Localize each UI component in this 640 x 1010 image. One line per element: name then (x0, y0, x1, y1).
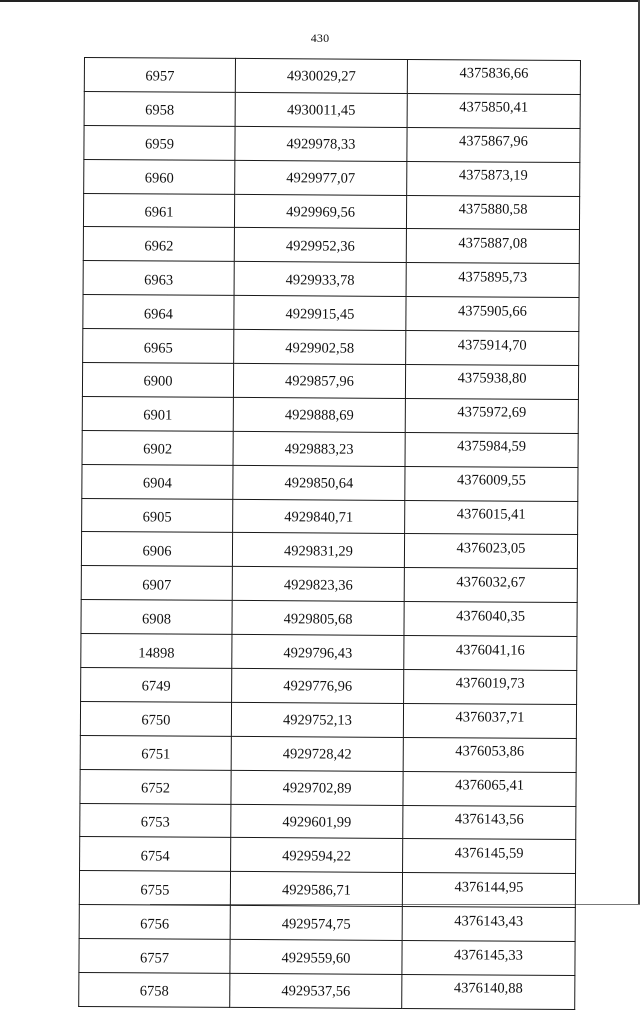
y-coordinate-cell: 4375836,66 (407, 59, 580, 94)
point-number-cell: 6960 (84, 159, 235, 194)
point-number-cell: 6757 (79, 939, 230, 974)
y-coordinate-cell: 4376145,33 (402, 941, 575, 976)
table-row (79, 939, 575, 976)
x-coordinate-cell: 4929969,56 (234, 194, 406, 229)
y-coordinate-cell: 4375867,96 (407, 127, 580, 162)
x-coordinate-cell: 4929796,43 (232, 635, 404, 670)
table-row (83, 329, 579, 366)
x-coordinate-cell: 4929857,96 (233, 363, 405, 398)
point-number-cell: 6901 (82, 396, 233, 431)
point-number-cell: 6958 (84, 91, 235, 126)
x-coordinate-cell: 4929933,78 (234, 262, 406, 297)
point-number-cell: 6957 (84, 58, 235, 93)
x-coordinate-cell: 4929902,58 (234, 330, 406, 365)
x-coordinate-cell: 4929888,69 (233, 397, 405, 432)
coordinates-table (78, 57, 581, 1010)
point-number-cell: 6959 (84, 125, 235, 160)
y-coordinate-cell: 4375972,69 (405, 398, 578, 433)
coordinates-table-body (79, 58, 581, 1010)
point-number-cell: 6908 (81, 600, 232, 635)
point-number-cell: 14898 (81, 634, 232, 669)
table-row (84, 159, 580, 196)
x-coordinate-cell: 4929702,89 (231, 770, 403, 805)
point-number-cell: 6904 (82, 464, 233, 499)
table-row (81, 634, 577, 671)
table-row (81, 668, 577, 705)
y-coordinate-cell: 4376019,73 (404, 669, 577, 704)
y-coordinate-cell: 4375887,08 (406, 229, 579, 264)
y-coordinate-cell: 4376032,67 (404, 568, 577, 603)
y-coordinate-cell: 4375938,80 (405, 364, 578, 399)
point-number-cell: 6964 (83, 295, 234, 330)
table-row (84, 58, 580, 95)
point-number-cell: 6962 (83, 227, 234, 262)
table-row (84, 125, 580, 162)
table-row (80, 769, 576, 806)
x-coordinate-cell: 4929915,45 (234, 296, 406, 331)
point-number-cell: 6900 (82, 363, 233, 398)
point-number-cell: 6906 (81, 532, 232, 567)
x-coordinate-cell: 4929850,64 (233, 465, 405, 500)
table-row (80, 837, 576, 874)
point-number-cell: 6963 (83, 261, 234, 296)
table-row (82, 363, 578, 400)
point-number-cell: 6753 (80, 803, 231, 838)
y-coordinate-cell: 4376140,88 (402, 975, 575, 1010)
table-row (83, 295, 579, 332)
table-row (79, 905, 575, 942)
table-row (79, 871, 575, 908)
x-coordinate-cell: 4929752,13 (231, 702, 403, 737)
x-coordinate-cell: 4930011,45 (235, 92, 407, 127)
table-row (83, 193, 579, 230)
table-row (83, 227, 579, 264)
point-number-cell: 6902 (82, 430, 233, 465)
point-number-cell: 6965 (83, 329, 234, 364)
x-coordinate-cell: 4929537,56 (230, 973, 402, 1008)
x-coordinate-cell: 4929728,42 (231, 736, 403, 771)
point-number-cell: 6756 (79, 905, 230, 940)
table-row (83, 261, 579, 298)
x-coordinate-cell: 4929574,75 (230, 906, 402, 941)
table-row (81, 566, 577, 603)
y-coordinate-cell: 4376009,55 (405, 466, 578, 501)
y-coordinate-cell: 4376037,71 (403, 703, 576, 738)
y-coordinate-cell: 4376065,41 (403, 771, 576, 806)
point-number-cell: 6754 (80, 837, 231, 872)
y-coordinate-cell: 4375914,70 (406, 331, 579, 366)
x-coordinate-cell: 4929594,22 (231, 838, 403, 873)
point-number-cell: 6755 (79, 871, 230, 906)
x-coordinate-cell: 4929840,71 (233, 499, 405, 534)
table-row (80, 803, 576, 840)
point-number-cell: 6905 (82, 498, 233, 533)
x-coordinate-cell: 4930029,27 (235, 58, 407, 93)
table-row (82, 396, 578, 433)
x-coordinate-cell: 4929776,96 (232, 668, 404, 703)
table-row (82, 464, 578, 501)
y-coordinate-cell: 4376040,35 (404, 602, 577, 637)
point-number-cell: 6749 (81, 668, 232, 703)
x-coordinate-cell: 4929978,33 (235, 126, 407, 161)
y-coordinate-cell: 4376145,59 (403, 839, 576, 874)
y-coordinate-cell: 4376023,05 (404, 534, 577, 569)
table-row (80, 701, 576, 738)
table-row (81, 532, 577, 569)
y-coordinate-cell: 4375880,58 (406, 195, 579, 230)
point-number-cell: 6750 (80, 701, 231, 736)
x-coordinate-cell: 4929952,36 (234, 228, 406, 263)
y-coordinate-cell: 4376015,41 (405, 500, 578, 535)
y-coordinate-cell: 4375850,41 (407, 93, 580, 128)
point-number-cell: 6752 (80, 769, 231, 804)
y-coordinate-cell: 4375895,73 (406, 263, 579, 298)
x-coordinate-cell: 4929805,68 (232, 601, 404, 636)
table-row (81, 600, 577, 637)
table-row (79, 973, 575, 1010)
y-coordinate-cell: 4375984,59 (405, 432, 578, 467)
x-coordinate-cell: 4929883,23 (233, 431, 405, 466)
point-number-cell: 6758 (79, 973, 230, 1008)
y-coordinate-cell: 4376053,86 (403, 737, 576, 772)
x-coordinate-cell: 4929586,71 (230, 872, 402, 907)
y-coordinate-cell: 4375873,19 (407, 161, 580, 196)
table-row (80, 735, 576, 772)
x-coordinate-cell: 4929559,60 (230, 940, 402, 975)
page-number: 430 (310, 31, 330, 45)
table-row (82, 498, 578, 535)
y-coordinate-cell: 4376143,56 (403, 805, 576, 840)
point-number-cell: 6907 (81, 566, 232, 601)
y-coordinate-cell: 4376041,16 (404, 636, 577, 671)
x-coordinate-cell: 4929831,29 (232, 533, 404, 568)
point-number-cell: 6961 (83, 193, 234, 228)
table-row (82, 430, 578, 467)
x-coordinate-cell: 4929823,36 (232, 567, 404, 602)
y-coordinate-cell: 4376143,43 (402, 907, 575, 942)
x-coordinate-cell: 4929977,07 (235, 160, 407, 195)
scan-edge-top (0, 0, 640, 2)
point-number-cell: 6751 (80, 735, 231, 770)
y-coordinate-cell: 4375905,66 (406, 297, 579, 332)
table-row (84, 91, 580, 128)
y-coordinate-cell: 4376144,95 (402, 873, 575, 908)
x-coordinate-cell: 4929601,99 (231, 804, 403, 839)
